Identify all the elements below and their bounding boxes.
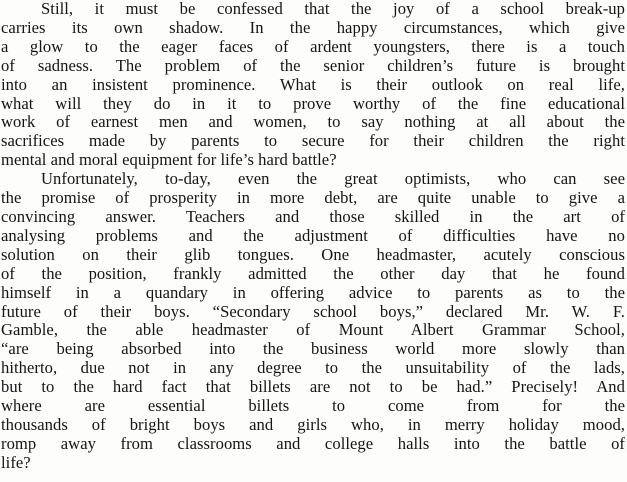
paragraph-2-line-11: hitherto, due not in any degree to the unsuitability of the lads, [1,358,625,378]
paragraph-1 [1,0,625,170]
paragraph-1-line-8: sacrifices made by parents to secure for their children the right [1,131,625,151]
paragraph-2-line-9: Gamble, the able headmaster of Mount Albert Grammar School, [1,320,625,340]
article-column [1,0,625,473]
paragraph-2-line-8: future of their boys. “Secondary school boys,” declared Mr. W. F. [1,301,625,321]
paragraph-2-line-6: of the position, frankly admitted the other day that he found [1,263,625,283]
paragraph-1-line-5: into an insistent prominence. What is their outlook on real life, [1,74,625,94]
paragraph-2-line-4: analysing problems and the adjustment of difficulties have no [1,225,625,245]
paragraph-2-line-12: but to the hard fact that billets are not to be had.” Precisely! And [1,377,625,397]
paragraph-2-line-5: solution on their glib tongues. One headmaster, acutely conscious [1,244,625,264]
paragraph-2-line-13: where are essential billets to come from for the [1,396,625,416]
paragraph-1-line-4: of sadness. The problem of the senior children’s future is brought [1,55,625,75]
paragraph-1-line-1: Still, it must be confessed that the joy of a school break-up [41,0,625,18]
paragraph-2-line-3: convincing answer. Teachers and those skilled in the art of [1,206,625,226]
paragraph-2 [1,170,625,473]
paragraph-2-line-1: Unfortunately, to-day, even the great optimists, who can see [41,169,625,189]
paragraph-1-line-2: carries its own shadow. In the happy circumstances, which give [1,17,625,37]
paragraph-2-line-16: life? [1,452,31,472]
paragraph-2-line-2: the promise of prosperity in more debt, are quite unable to give a [1,188,625,208]
paragraph-2-line-10: “are being absorbed into the business world more slowly than [1,339,625,359]
paragraph-1-line-9: mental and moral equipment for life’s hard battle? [1,150,337,170]
paragraph-1-line-3: a glow to the eager faces of ardent youngsters, there is a touch [1,36,625,56]
paragraph-2-line-7: himself in a quandary in offering advice to parents as to the [1,282,625,302]
paragraph-1-line-6: what will they do in it to prove worthy of the fine educational [1,93,625,113]
paragraph-2-line-15: romp away from classrooms and college halls into the battle of [1,433,625,453]
paragraph-1-line-7: work of earnest men and women, to say nothing at all about the [1,112,625,132]
paragraph-2-line-14: thousands of bright boys and girls who, in merry holiday mood, [1,414,625,434]
